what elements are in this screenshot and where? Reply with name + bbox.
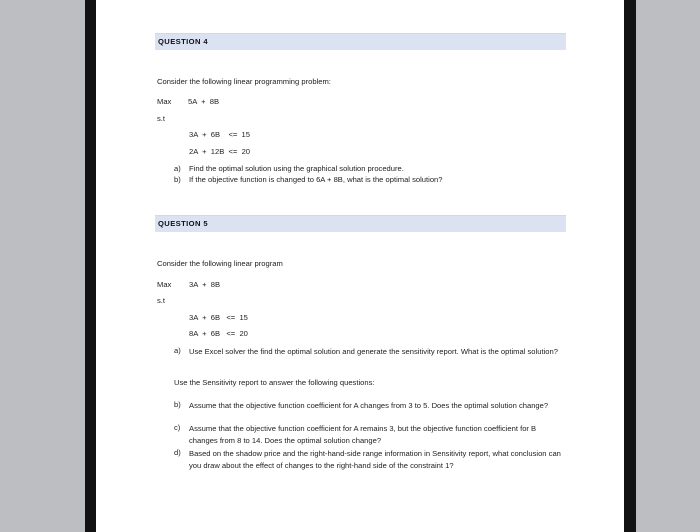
q4-st: s.t: [157, 114, 166, 123]
q5-item-a-text: Use Excel solver the find the optimal solution and generate the sensitivity report. What is the optimal solution?: [189, 347, 558, 356]
question-4-header: QUESTION 4: [155, 33, 566, 50]
q5-constraint-1: 3A + 6B <= 15: [189, 313, 248, 322]
q5-constraint-2: 8A + 6B <= 20: [189, 329, 248, 338]
q4-objective-sense: Max: [157, 97, 172, 106]
q5-st: s.t: [157, 296, 166, 305]
question-5-header: QUESTION 5: [155, 215, 566, 232]
q5-item-c-text: Assume that the objective function coefficient for A remains 3, but the objective function coefficient for B changes from 8 to 14. Does the optimal solution change?: [189, 424, 537, 445]
q5-item-a-label: a): [174, 346, 181, 355]
q5-item-d-text: Based on the shadow price and the right-hand-side range information in Sensitivity report, what conclusion can you draw about the effect of changes to the right-hand side of the constraint 1?: [189, 449, 561, 470]
q5-intro: Consider the following linear program: [157, 259, 283, 268]
q4-intro: Consider the following linear programming problem:: [157, 77, 331, 86]
q5-item-d-label: d): [174, 448, 181, 457]
q5-objective-expr: 3A + 8B: [189, 280, 221, 289]
viewer-frame-left: [85, 0, 96, 532]
q5-item-c-label: c): [174, 423, 181, 432]
q4-constraint-2: 2A + 12B <= 20: [189, 147, 251, 156]
q4-item-b-label: b): [174, 175, 181, 184]
q5-item-b-text: Assume that the objective function coefficient for A changes from 3 to 5. Does the optimal solution change?: [189, 401, 549, 410]
q4-item-b-text: If the objective function is changed to 6A + 8B, what is the optimal solution?: [189, 175, 443, 184]
q4-constraint-1: 3A + 6B <= 15: [189, 130, 251, 139]
viewer-frame-right: [624, 0, 636, 532]
q4-item-a-label: a): [174, 164, 181, 173]
q4-item-a-text: Find the optimal solution using the graphical solution procedure.: [189, 164, 404, 173]
q5-item-b-label: b): [174, 400, 181, 409]
q5-note: Use the Sensitivity report to answer the following questions:: [174, 378, 375, 387]
q5-objective-sense: Max: [157, 280, 172, 289]
q4-objective-expr: 5A + 8B: [188, 97, 220, 106]
